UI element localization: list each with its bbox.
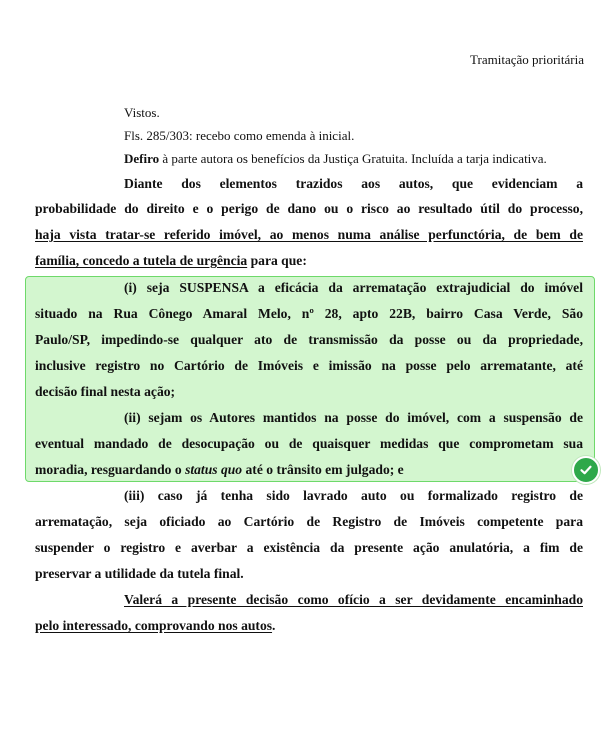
- item-iii-line3: suspender o registro e averbar a existência da presente ação anulatória, a fim de: [35, 540, 583, 555]
- p1-line3: haja vista tratar-se referido imóvel, ao menos numa análise perfunctória, de bem de: [35, 227, 583, 242]
- item-i-line4: inclusive registro no Cartório de Imóveis e imissão na posse pelo arrematante, até: [35, 358, 583, 373]
- item-i-line1: (i) seja SUSPENSA a eficácia da arrematação extrajudicial do imóvel: [124, 280, 583, 295]
- defiro-text: à parte autora os benefícios da Justiça Gratuita. Incluída a tarja indicativa.: [159, 151, 547, 166]
- fls-line: Fls. 285/303: recebo como emenda à inicial.: [124, 128, 355, 143]
- check-mark-icon: [579, 463, 593, 477]
- priority-label: Tramitação prioritária: [470, 52, 584, 67]
- item-i-line5: decisão final nesta ação;: [35, 384, 176, 399]
- defiro-bold: Defiro: [124, 151, 160, 166]
- p1-line1: Diante dos elementos trazidos aos autos, que evidenciam a: [124, 176, 583, 191]
- defiro-line: [124, 151, 547, 167]
- p1-line4: família, concedo a tutela de urgência para que:: [35, 253, 307, 268]
- check-circle-icon[interactable]: [572, 456, 600, 484]
- item-iii-line4: preservar a utilidade da tutela final.: [35, 566, 244, 581]
- item-ii-line3: moradia, resguardando o status quo até o trânsito em julgado; e: [35, 462, 404, 477]
- final-line2: pelo interessado, comprovando nos autos.: [35, 618, 276, 633]
- item-iii-line1: (iii) caso já tenha sido lavrado auto ou formalizado registro de: [124, 488, 583, 503]
- item-ii-line1: (ii) sejam os Autores mantidos na posse do imóvel, com a suspensão de: [124, 410, 583, 425]
- item-iii-line2: arrematação, seja oficiado ao Cartório de Registro de Imóveis competente para: [35, 514, 583, 529]
- item-ii-line2: eventual mandado de desocupação ou de quaisquer medidas que comprometam sua: [35, 436, 583, 451]
- final-line1: Valerá a presente decisão como ofício a ser devidamente encaminhado: [124, 592, 583, 607]
- item-i-line3: Paulo/SP, impedindo-se qualquer ato de transmissão da posse ou da propriedade,: [35, 332, 583, 347]
- item-i-line2: situado na Rua Cônego Amaral Melo, nº 28, apto 22B, bairro Casa Verde, São: [35, 306, 583, 321]
- p1-line2: probabilidade do direito e o perigo de dano ou o risco ao resultado útil do processo,: [35, 201, 583, 216]
- vistos-line: Vistos.: [124, 105, 160, 120]
